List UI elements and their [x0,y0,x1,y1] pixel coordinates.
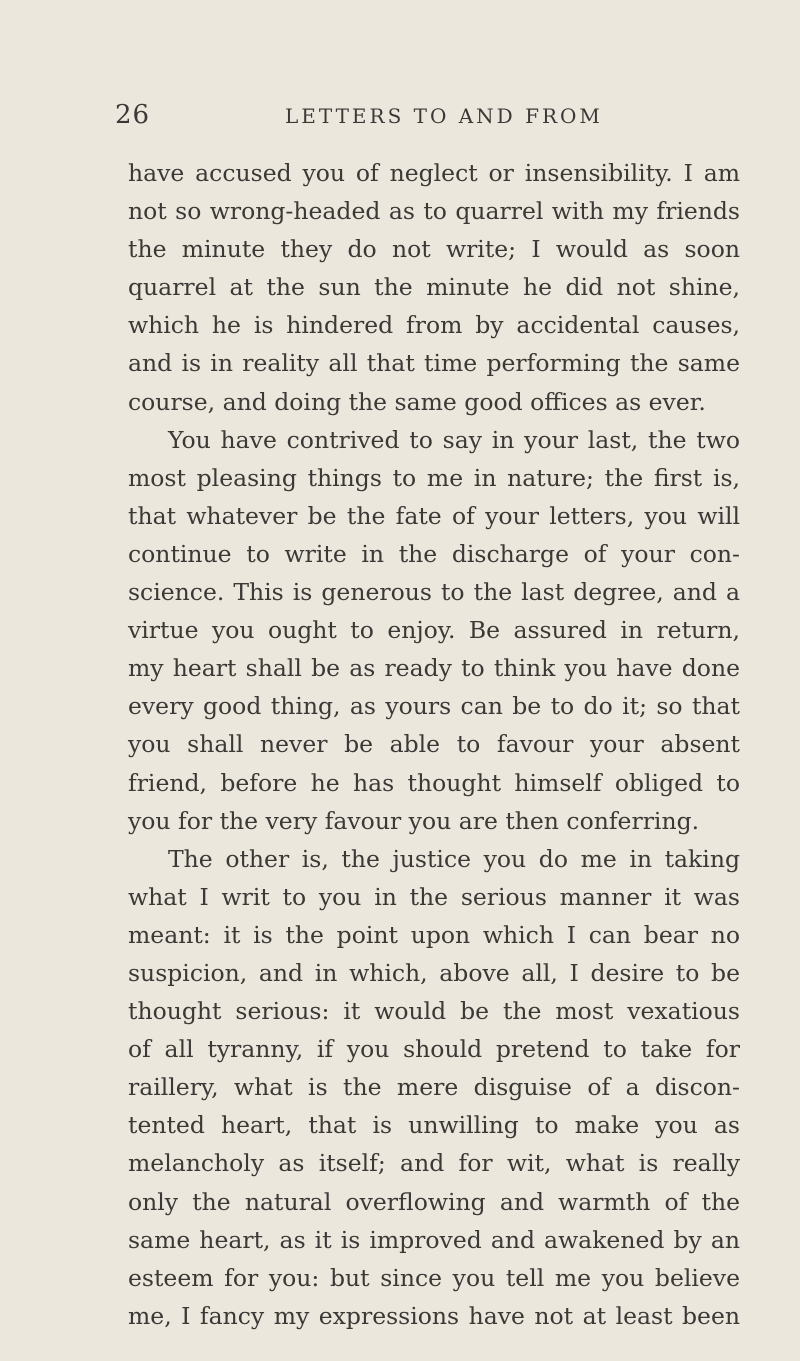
text-line: you for the very favour you are then conferring. [128,806,700,835]
running-title: LETTERS TO AND FROM [285,104,603,128]
text-line: every good thing, as yours can be to do it; so that [128,692,740,721]
running-head [115,100,740,134]
text-line: You have contrived to say in your last, the two [168,425,740,454]
text-line: tented heart, that is unwilling to make you as [128,1111,740,1140]
text-line: esteem for you: but since you tell me you believe [128,1263,740,1292]
text-line: that whatever be the fate of your letters, you will [128,501,740,530]
text-line: course, and doing the same good offices as ever. [128,387,706,416]
text-line: have accused you of neglect or insensibility. I am [128,159,740,187]
text-line: quarrel at the sun the minute he did not shine, [128,273,740,302]
text-line: you shall never be able to favour your absent [128,730,740,759]
text-line: melancholy as itself; and for wit, what is really [128,1149,740,1178]
text-line: science. This is generous to the last degree, and a [128,578,740,607]
text-line: not so wrong-headed as to quarrel with my friends [128,197,740,226]
text-line: raillery, what is the mere disguise of a discon- [128,1073,740,1102]
text-line: and is in reality all that time performing the same [128,349,740,378]
text-line: only the natural overflowing and warmth of the [128,1187,740,1216]
text-line: what I writ to you in the serious manner it was [128,882,740,911]
text-line: me, I fancy my expressions have not at least been [128,1301,740,1330]
text-line: continue to write in the discharge of your con- [128,539,740,568]
text-line: meant: it is the point upon which I can bear no [128,920,740,949]
text-line: which he is hindered from by accidental causes, [128,311,740,340]
text-line: friend, before he has thought himself obliged to [128,768,740,797]
text-line: most pleasing things to me in nature; the first is, [128,463,740,492]
text-line: virtue you ought to enjoy. Be assured in return, [128,616,740,645]
text-line: suspicion, and in which, above all, I desire to be [128,958,740,987]
text-line: the minute they do not write; I would as soon [128,235,740,264]
text-line: of all tyranny, if you should pretend to take for [128,1035,740,1064]
text-line: The other is, the justice you do me in taking [168,844,740,873]
body-text [128,154,740,1335]
page-number: 26 [115,100,151,130]
text-line: thought serious: it would be the most vexatious [128,997,740,1026]
text-line: my heart shall be as ready to think you have done [128,654,740,683]
text-line: same heart, as it is improved and awakened by an [128,1225,740,1254]
